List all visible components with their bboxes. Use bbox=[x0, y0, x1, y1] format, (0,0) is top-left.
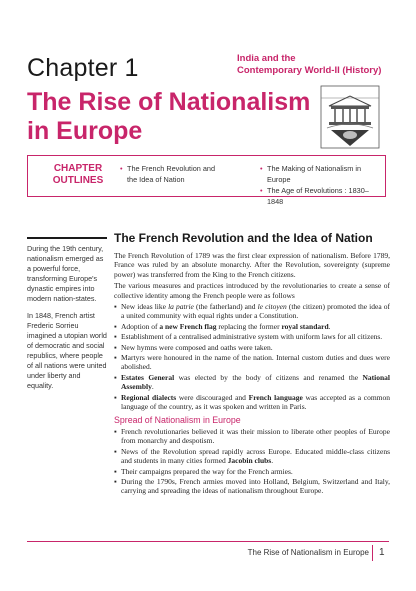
square-bullet-icon: ▪ bbox=[114, 372, 117, 382]
bold-term: royal standard bbox=[281, 321, 329, 331]
temple-emblem-icon bbox=[319, 84, 381, 150]
chapter-title bbox=[27, 88, 317, 146]
list-item bbox=[114, 353, 390, 372]
bold-term: Jacobin clubs bbox=[227, 456, 272, 466]
bold-term: French language bbox=[248, 392, 303, 402]
chapter-title-line2: in Europe bbox=[27, 117, 143, 145]
book-title bbox=[237, 53, 397, 77]
bold-term: a new French flag bbox=[159, 321, 217, 331]
outline-item bbox=[120, 163, 230, 185]
list-item bbox=[114, 467, 390, 476]
text-run: News of the Revolution spread rapidly across Europe. Educated middle-class citizens and students in many cities formed bbox=[121, 446, 390, 466]
list-item bbox=[114, 302, 390, 321]
bullet-icon: • bbox=[260, 164, 263, 173]
square-bullet-icon: ▪ bbox=[114, 476, 117, 486]
outline-item-line2: the Idea of Nation bbox=[127, 175, 185, 184]
list-item bbox=[114, 322, 390, 331]
text-run: was elected by the body of citizens and renamed the bbox=[174, 372, 363, 382]
list-item bbox=[114, 373, 390, 392]
bullet-icon: • bbox=[260, 186, 263, 195]
text-run: (the citizen) promoted the idea of a united community with equal rights under a Constitution. bbox=[121, 302, 391, 321]
italic-term: le citoyen bbox=[257, 302, 287, 312]
square-bullet-icon: ▪ bbox=[114, 466, 117, 476]
bullet-icon: • bbox=[120, 164, 123, 173]
subheading: Spread of Nationalism in Europe bbox=[114, 414, 241, 425]
outline-item bbox=[260, 163, 385, 185]
text-run: Adoption of bbox=[121, 321, 160, 331]
section-title: The French Revolution and the Idea of Nation bbox=[114, 231, 373, 245]
text-run: Their campaigns prepared the way for the French armies. bbox=[121, 466, 293, 476]
outline-item-line1: The French Revolution and bbox=[127, 164, 216, 173]
text-run: French revolutionaries believed it was their mission to liberate other peoples of Europe from monarchy and despotism. bbox=[121, 426, 390, 446]
bold-term: National Assembly bbox=[121, 372, 390, 392]
measures-list bbox=[114, 302, 390, 411]
square-bullet-icon: ▪ bbox=[114, 302, 117, 312]
outline-item-label: The Age of Revolutions : 1830–1848 bbox=[267, 186, 369, 206]
footer-rule bbox=[27, 541, 389, 542]
italic-term: la patrie bbox=[168, 302, 194, 312]
list-item bbox=[114, 332, 390, 341]
list-item bbox=[114, 343, 390, 352]
square-bullet-icon: ▪ bbox=[114, 426, 117, 436]
outlines-heading bbox=[46, 163, 110, 187]
text-run: . bbox=[271, 456, 274, 466]
list-item bbox=[114, 447, 390, 466]
bold-term: Regional dialects bbox=[121, 392, 177, 402]
text-run: Establishment of a centralised administrative system with uniform laws for all citizens. bbox=[121, 332, 383, 342]
section-body bbox=[114, 251, 390, 498]
list-item bbox=[114, 477, 390, 496]
square-bullet-icon: ▪ bbox=[114, 342, 117, 352]
text-run: During the 1790s, French armies moved into Holland, Belgium, Switzerland and Italy, carrying and spreading the ideas of nationalism throughout Europe. bbox=[121, 476, 390, 496]
spread-list bbox=[114, 427, 390, 496]
book-title-line1: India and the bbox=[237, 53, 296, 64]
body-paragraph: The French Revolution of 1789 was the first clear expression of nationalism. Before 1789, France was ruled by an absolute monarchy. After the Revolution, sovereignty (supreme power) was transferred from the King to the French citizens. bbox=[114, 251, 390, 279]
text-run: . bbox=[328, 321, 331, 331]
sidebar-paragraph: During the 19th century, nationalism emerged as a powerful force, transforming Europe's dynastic empires into modern nation-states. bbox=[27, 244, 104, 303]
chapter-title-line1: The Rise of Nationalism bbox=[27, 88, 311, 116]
text-run: (the fatherland) and bbox=[193, 302, 258, 312]
square-bullet-icon: ▪ bbox=[114, 353, 117, 363]
text-run: New hymns were composed and oaths were taken. bbox=[121, 342, 273, 352]
square-bullet-icon: ▪ bbox=[114, 332, 117, 342]
text-run: replacing the former bbox=[216, 321, 282, 331]
outlines-column-1 bbox=[120, 163, 230, 185]
outlines-heading-line1: CHAPTER bbox=[53, 163, 103, 174]
text-run: was accepted as a common language of the country, as it was spoken and written in Paris. bbox=[121, 392, 391, 412]
chapter-outlines-box bbox=[27, 155, 386, 206]
footer-separator bbox=[372, 545, 373, 561]
outlines-heading-line2: OUTLINES bbox=[52, 175, 104, 186]
text-run: Martyrs were honoured in the name of the nation. Internal custom duties and dues were abolished. bbox=[121, 353, 390, 372]
chapter-number: Chapter 1 bbox=[27, 54, 139, 82]
sidebar-paragraph: In 1848, French artist Frederic Sorrieu imagined a utopian world of democratic and social republics, where people of all nations were united under liberty and equality. bbox=[27, 311, 107, 390]
text-run: New ideas like bbox=[121, 302, 169, 312]
square-bullet-icon: ▪ bbox=[114, 446, 117, 456]
text-run: . bbox=[151, 382, 154, 392]
outline-item-label: The Making of Nationalism in Europe bbox=[267, 164, 362, 184]
text-run: were discouraged and bbox=[176, 392, 249, 402]
list-item bbox=[114, 427, 390, 446]
square-bullet-icon: ▪ bbox=[114, 321, 117, 331]
sidebar-note bbox=[27, 237, 107, 442]
footer-title: The Rise of Nationalism in Europe bbox=[247, 548, 369, 557]
book-title-line2: Contemporary World-II (History) bbox=[237, 65, 382, 76]
body-paragraph: The various measures and practices introduced by the revolutionaries to create a sense of collective identity among the French people were as follows bbox=[114, 281, 390, 300]
outlines-column-2 bbox=[260, 163, 385, 207]
square-bullet-icon: ▪ bbox=[114, 392, 117, 402]
bold-term: Estates General bbox=[121, 372, 175, 382]
page-number: 1 bbox=[379, 547, 385, 558]
outline-item bbox=[260, 185, 385, 207]
list-item bbox=[114, 393, 390, 412]
